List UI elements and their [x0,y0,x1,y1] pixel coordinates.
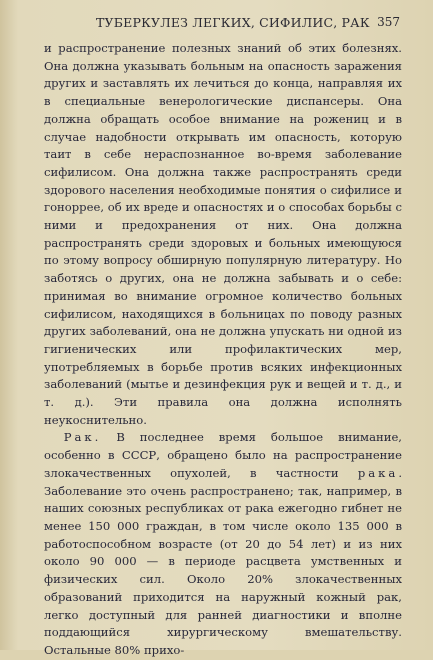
paragraph-cancer [44,429,402,659]
section-lead-cancer: Рак. [63,430,102,445]
page-header [0,13,433,33]
paragraph-cancer-text-a: В последнее время большое внимание, особенно в СССР, обращено было на распространение злокачественных опухолей, в частности [44,430,402,480]
paragraph-cancer-text-b: . Заболевание это очень распространено; так, например, в наших союзных республиках от рака ежегодно гибнет не менее 150 000 граждан, в том числе около 135 000 в работоспособном возрасте (от 20 до 54 лет) и из них около 90 000 — в периоде расцвета умственных и физических сил. Около 20% злокачественных образований приходится на наружный кожный рак, легко доступный для ранней диагностики и вполне поддающийся хирургическому вмешательству. Остальные 80% прихо- [44,465,402,657]
body-text [44,40,402,660]
running-head: ТУБЕРКУЛЕЗ ЛЕГКИХ, СИФИЛИС, РАК [96,15,370,30]
page-number: 357 [377,15,400,29]
paragraph-syphilis-nursing: и распространение полезных знаний об этих болезнях. Она должна указывать больным на опасность заражения других и заставлять их лечиться до конца, направляя их в специальные венерологические диспансеры. Она должна обращать особое внимание на рожениц и в случае надобности открывать им опасность, которую таит в себе нераспознанное во-время заболевание сифилисом. Она должна также распространять среди здорового населения необходимые понятия о сифилисе и гоноррее, об их вреде и опасностях и о способах борьбы с ними и предохранения от них. Она должна распространять среди здоровых и больных имеющуюся по этому вопросу обширную популярную литературу. Но заботясь о других, она не должна забывать и о себе: принимая во внимание огромное количество больных сифилисом, находящихся в больницах по поводу разных других заболеваний, она не должна упускать ни одной из гигиенических или профилактических мер, употребляемых в борьбе против всяких инфекционных заболеваний (мытье и дезинфекция рук и вещей и т. д., и т. д.). Эти правила она должна исполнять неукоснительно. [44,41,402,427]
emphasis-cancer: рака [357,465,399,480]
